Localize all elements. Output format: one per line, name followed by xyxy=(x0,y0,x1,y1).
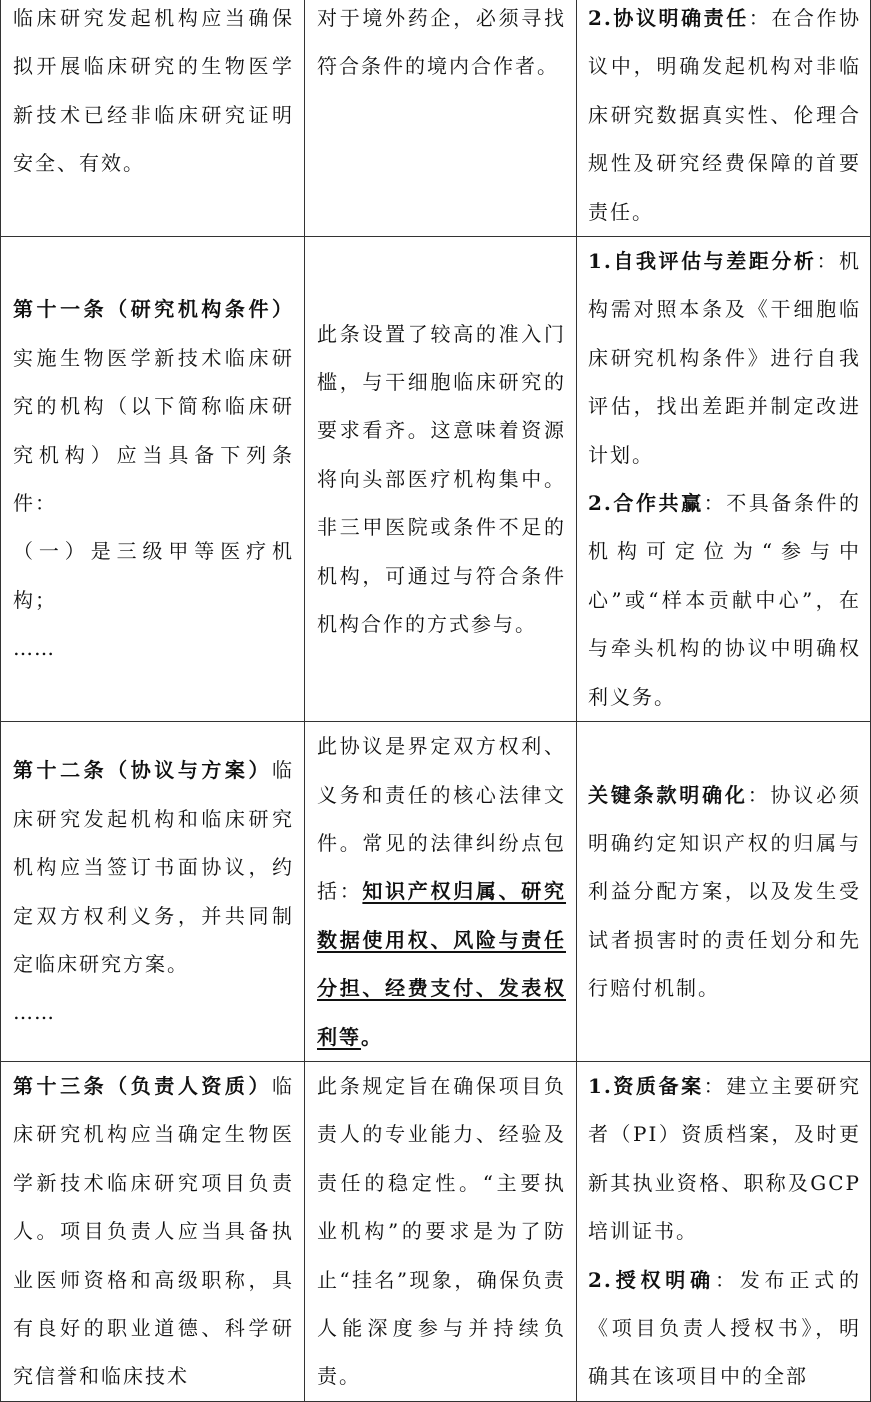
action-cell xyxy=(577,0,871,237)
action-heading: 2.授权明确 xyxy=(588,1267,715,1292)
article-cell xyxy=(1,0,305,237)
interpretation-cell xyxy=(305,0,577,237)
interpretation-text: 此条设置了较高的准入门槛，与干细胞临床研究的要求看齐。这意味着资源将向头部医疗机构集中。非三甲医院或条件不足的机构，可通过与符合条件机构合作的方式参与。 xyxy=(317,321,566,637)
punctuation: 。 xyxy=(361,1024,383,1049)
action-heading: 2.合作共赢 xyxy=(588,491,704,516)
table-row xyxy=(1,722,871,1062)
action-text: ：机构需对照本条及《干细胞临床研究机构条件》进行自我评估，找出差距并制定改进计划。 xyxy=(588,249,861,467)
action-heading: 2.协议明确责任 xyxy=(588,6,749,30)
interpretation-text: 对于境外药企，必须寻找符合条件的境内合作者。 xyxy=(317,6,566,79)
action-heading: 1.资质备案 xyxy=(588,1073,704,1098)
action-text: ：不具备条件的机构可定位为“参与中心”或“样本贡献中心”，在与牵头机构的协议中明确权利义务。 xyxy=(588,491,861,709)
action-cell xyxy=(577,722,871,1062)
table-row xyxy=(1,1061,871,1401)
ellipsis: …… xyxy=(13,1000,55,1025)
article-title: 第十一条（研究机构条件） xyxy=(13,297,294,322)
article-text: 实施生物医学新技术临床研究的机构（以下简称临床研究机构）应当具备下列条件： xyxy=(13,345,294,516)
action-heading: 关键条款明确化 xyxy=(588,782,748,807)
article-item: （一）是三级甲等医疗机构； xyxy=(13,539,294,612)
action-item xyxy=(588,1256,861,1401)
action-cell xyxy=(577,1061,871,1401)
article-text: 临床研究机构应当确定生物医学新技术临床研究项目负责人。项目负责人应当具备执业医师资格和高级职称，具有良好的职业道德、科学研究信誉和临床技术 xyxy=(13,1073,294,1389)
table-row xyxy=(1,0,871,237)
action-heading: 1.自我评估与差距分析 xyxy=(588,249,817,274)
article-title: 第十三条（负责人资质） xyxy=(13,1073,272,1098)
action-text: ：协议必须明确约定知识产权的归属与利益分配方案，以及发生受试者损害时的责任划分和先行赔付机制。 xyxy=(588,782,862,1001)
action-text: ：发布正式的《项目负责人授权书》，明确其在该项目中的全部 xyxy=(588,1267,861,1389)
interpretation-text: 此条规定旨在确保项目负责人的专业能力、经验及责任的稳定性。“主要执业机构”的要求是为了防止“挂名”现象，确保负责人能深度参与并持续负责。 xyxy=(317,1073,566,1389)
action-text: ：建立主要研究者（PI）资质档案，及时更新其执业资格、职称及GCP培训证书。 xyxy=(588,1073,861,1244)
article-text: 临床研究发起机构和临床研究机构应当签订书面协议，约定双方权利义务，并共同制定临床研究方案。 xyxy=(13,758,294,976)
interpretation-cell xyxy=(305,1061,577,1401)
action-text: ：在合作协议中，明确发起机构对非临床研究数据真实性、伦理合规性及研究经费保障的首要责任。 xyxy=(588,6,862,224)
action-item xyxy=(588,237,861,479)
action-item xyxy=(588,479,861,721)
article-cell xyxy=(1,722,305,1062)
action-cell xyxy=(577,237,871,722)
ellipsis: …… xyxy=(13,636,55,661)
dispute-points: 知识产权归属、研究数据使用权、风险与责任分担、经费支付、发表权利等 xyxy=(317,879,567,1049)
article-title: 第十二条（协议与方案） xyxy=(13,758,272,783)
article-cell xyxy=(1,237,305,722)
interpretation-text: 此协议是界定双方权利、义务和责任的核心法律文件。常见的法律纠纷点包括： xyxy=(317,734,566,904)
action-item xyxy=(588,1062,861,1256)
interpretation-cell xyxy=(305,722,577,1062)
table-row xyxy=(1,237,871,722)
article-text: 临床研究发起机构应当确保拟开展临床研究的生物医学新技术已经非临床研究证明安全、有效。 xyxy=(13,6,294,176)
article-cell xyxy=(1,1061,305,1401)
interpretation-cell xyxy=(305,237,577,722)
